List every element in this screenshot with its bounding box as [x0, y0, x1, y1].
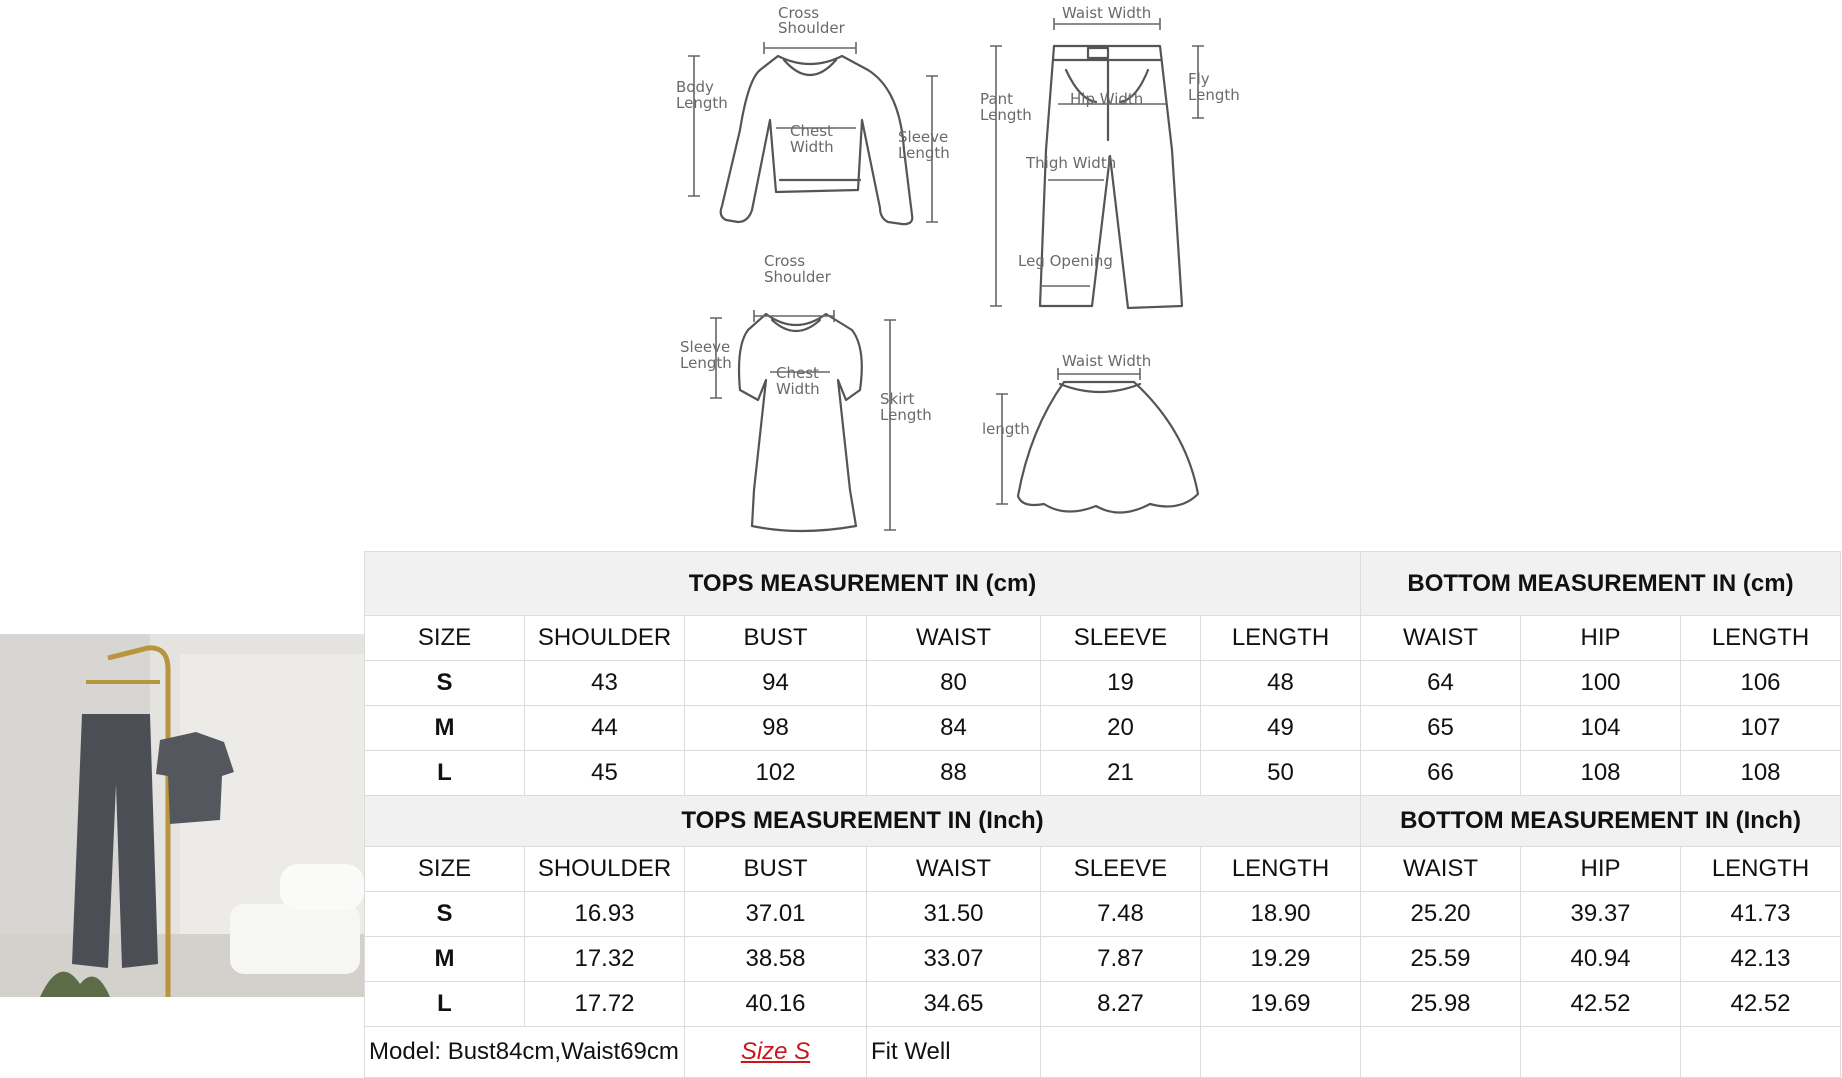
table-cell: 100 [1521, 661, 1681, 706]
table-cell: 42.52 [1681, 982, 1841, 1027]
table-cell: 38.58 [685, 937, 867, 982]
column-header: HIP [1521, 847, 1681, 892]
column-header: BUST [685, 847, 867, 892]
pants-fly-length-label: Fly Length [1188, 70, 1240, 104]
size-cell: S [365, 661, 525, 706]
dress-sleeve-length-label: Sleeve Length [680, 338, 732, 372]
table-cell: 108 [1521, 751, 1681, 796]
top-sleeve-length-label: Sleeve Length [898, 128, 950, 162]
cm-section-header [365, 552, 1841, 616]
table-cell: 102 [685, 751, 867, 796]
size-cell: S [365, 892, 525, 937]
column-header: WAIST [1361, 847, 1521, 892]
empty-cell [1521, 1027, 1681, 1078]
table-cell: 80 [867, 661, 1041, 706]
column-header: BUST [685, 616, 867, 661]
empty-cell [1041, 1027, 1201, 1078]
column-header: SHOULDER [525, 616, 685, 661]
model-info-row [365, 1027, 1841, 1078]
table-cell: 50 [1201, 751, 1361, 796]
column-header: HIP [1521, 616, 1681, 661]
inch-column-headers [365, 847, 1841, 892]
column-header: SIZE [365, 616, 525, 661]
table-cell: 42.13 [1681, 937, 1841, 982]
table-cell: 94 [685, 661, 867, 706]
table-cell: 19 [1041, 661, 1201, 706]
table-cell: 25.59 [1361, 937, 1521, 982]
dress-skirt-length-label: Skirt Length [880, 390, 932, 424]
fit-note: Fit Well [867, 1027, 1041, 1078]
table-cell: 25.20 [1361, 892, 1521, 937]
table-row [365, 706, 1841, 751]
table-cell: 17.32 [525, 937, 685, 982]
table-cell: 34.65 [867, 982, 1041, 1027]
table-cell: 65 [1361, 706, 1521, 751]
table-cell: 25.98 [1361, 982, 1521, 1027]
dress-sketch [680, 252, 932, 531]
column-header: LENGTH [1201, 616, 1361, 661]
column-header: SHOULDER [525, 847, 685, 892]
dress-cross-shoulder-label: Cross Shoulder [764, 252, 831, 286]
model-size: Size S [685, 1027, 867, 1078]
dress-chest-width-label: Chest Width [776, 364, 820, 398]
table-cell: 19.29 [1201, 937, 1361, 982]
top-chest-width-label: Chest Width [790, 122, 834, 156]
pants-pant-length-label: Pant Length [980, 90, 1032, 124]
table-cell: 8.27 [1041, 982, 1201, 1027]
skirt-length-label: length [982, 420, 1030, 438]
table-cell: 49 [1201, 706, 1361, 751]
table-row [365, 751, 1841, 796]
column-header: SLEEVE [1041, 847, 1201, 892]
bottom-cm-title: BOTTOM MEASUREMENT IN (cm) [1361, 552, 1841, 616]
table-cell: 64 [1361, 661, 1521, 706]
top-body-length-label: Body Length [676, 78, 728, 112]
size-chart-table [364, 551, 1841, 1078]
table-cell: 44 [525, 706, 685, 751]
table-cell: 31.50 [867, 892, 1041, 937]
table-cell: 40.94 [1521, 937, 1681, 982]
table-cell: 106 [1681, 661, 1841, 706]
table-cell: 39.37 [1521, 892, 1681, 937]
inch-section-header [365, 796, 1841, 847]
cm-column-headers [365, 616, 1841, 661]
column-header: WAIST [867, 847, 1041, 892]
table-cell: 88 [867, 751, 1041, 796]
skirt-sketch [982, 352, 1198, 513]
table-cell: 19.69 [1201, 982, 1361, 1027]
tops-cm-title: TOPS MEASUREMENT IN (cm) [365, 552, 1361, 616]
column-header: SIZE [365, 847, 525, 892]
table-cell: 43 [525, 661, 685, 706]
column-header: SLEEVE [1041, 616, 1201, 661]
product-photo-image [0, 634, 364, 997]
table-cell: 20 [1041, 706, 1201, 751]
table-cell: 108 [1681, 751, 1841, 796]
table-cell: 16.93 [525, 892, 685, 937]
pants-waist-width-label: Waist Width [1062, 4, 1152, 22]
table-cell: 17.72 [525, 982, 685, 1027]
table-cell: 104 [1521, 706, 1681, 751]
size-cell: L [365, 982, 525, 1027]
table-cell: 37.01 [685, 892, 867, 937]
table-row [365, 937, 1841, 982]
tops-inch-title: TOPS MEASUREMENT IN (Inch) [365, 796, 1361, 847]
pants-leg-opening-label: Leg Opening [1018, 252, 1113, 270]
empty-cell [1201, 1027, 1361, 1078]
pants-hip-width-label: Hip Width [1070, 90, 1144, 108]
table-cell: 40.16 [685, 982, 867, 1027]
table-cell: 21 [1041, 751, 1201, 796]
table-cell: 33.07 [867, 937, 1041, 982]
table-cell: 48 [1201, 661, 1361, 706]
skirt-waist-width-label: Waist Width [1062, 352, 1152, 370]
table-cell: 18.90 [1201, 892, 1361, 937]
table-cell: 7.87 [1041, 937, 1201, 982]
size-cell: M [365, 706, 525, 751]
table-cell: 45 [525, 751, 685, 796]
column-header: WAIST [867, 616, 1041, 661]
table-row [365, 661, 1841, 706]
model-measurements: Model: Bust84cm,Waist69cm [365, 1027, 685, 1078]
size-cell: M [365, 937, 525, 982]
product-photo [0, 550, 364, 1078]
empty-cell [1681, 1027, 1841, 1078]
column-header: LENGTH [1681, 847, 1841, 892]
bottom-inch-title: BOTTOM MEASUREMENT IN (Inch) [1361, 796, 1841, 847]
column-header: WAIST [1361, 616, 1521, 661]
column-header: LENGTH [1201, 847, 1361, 892]
column-header: LENGTH [1681, 616, 1841, 661]
table-cell: 41.73 [1681, 892, 1841, 937]
table-cell: 84 [867, 706, 1041, 751]
table-cell: 7.48 [1041, 892, 1201, 937]
top-cross-shoulder-label: Cross Shoulder [778, 4, 845, 37]
table-cell: 42.52 [1521, 982, 1681, 1027]
top-sketch [676, 4, 950, 224]
size-cell: L [365, 751, 525, 796]
table-row [365, 892, 1841, 937]
table-cell: 66 [1361, 751, 1521, 796]
table-cell: 107 [1681, 706, 1841, 751]
pants-sketch [980, 4, 1240, 308]
table-row [365, 982, 1841, 1027]
pants-thigh-width-label: Thigh Width [1026, 154, 1117, 172]
table-cell: 98 [685, 706, 867, 751]
empty-cell [1361, 1027, 1521, 1078]
